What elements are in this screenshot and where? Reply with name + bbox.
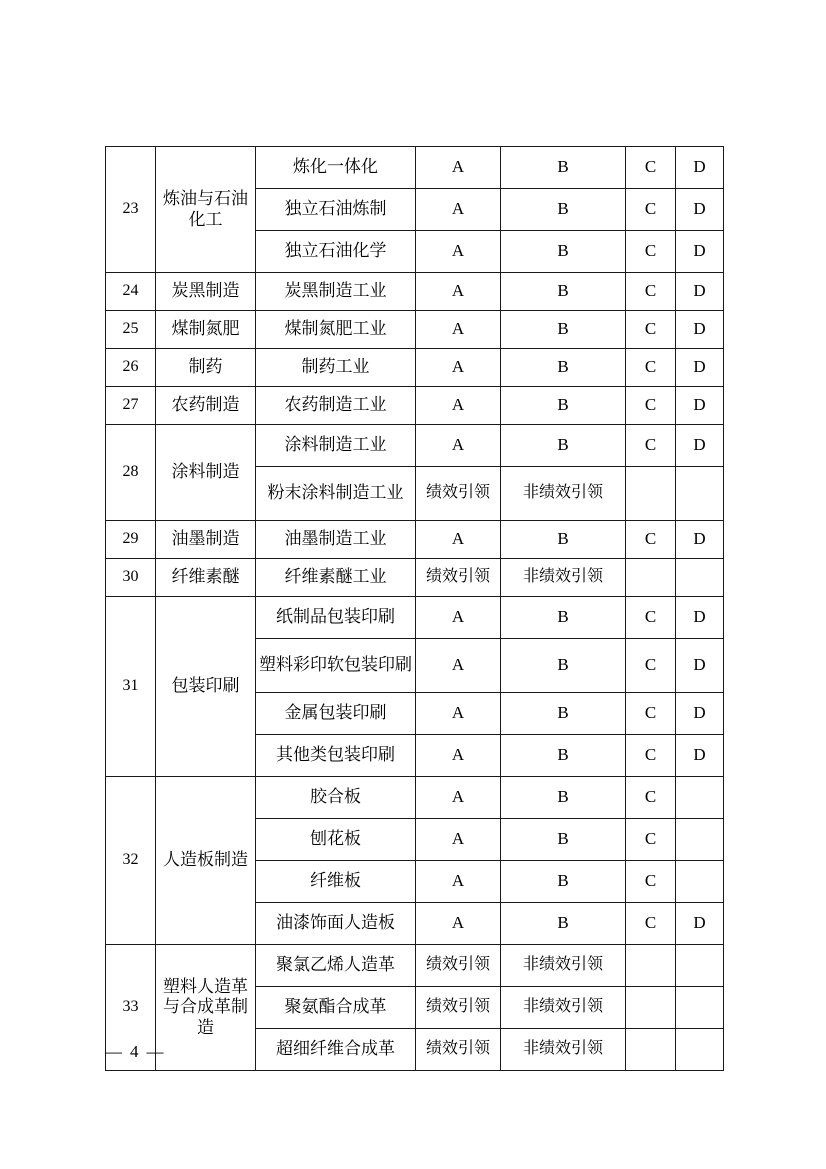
footer-dash-left: — xyxy=(105,1042,124,1061)
industry-category-cell: 涂料制造 xyxy=(156,425,256,521)
grade-cell-a: A xyxy=(416,861,501,903)
industry-category-cell: 炼油与石油化工 xyxy=(156,147,256,273)
grade-cell-b: B xyxy=(501,861,626,903)
grade-cell-b: B xyxy=(501,311,626,349)
grade-cell-a: A xyxy=(416,735,501,777)
sub-industry-cell: 炭黑制造工业 xyxy=(256,273,416,311)
grade-cell-c: C xyxy=(626,231,676,273)
grade-cell-a: A xyxy=(416,147,501,189)
sub-industry-cell: 聚氯乙烯人造革 xyxy=(256,945,416,987)
sub-industry-cell: 独立石油炼制 xyxy=(256,189,416,231)
table-row xyxy=(106,521,724,559)
table-row xyxy=(106,945,724,987)
industry-category-cell: 炭黑制造 xyxy=(156,273,256,311)
grade-cell-d: D xyxy=(676,597,724,639)
sub-industry-cell: 纤维板 xyxy=(256,861,416,903)
sub-industry-cell: 纤维素醚工业 xyxy=(256,559,416,597)
grade-cell-b: 非绩效引领 xyxy=(501,559,626,597)
row-number-cell: 26 xyxy=(106,349,156,387)
grade-cell-a: A xyxy=(416,425,501,467)
grade-cell-c xyxy=(626,987,676,1029)
sub-industry-cell: 炼化一体化 xyxy=(256,147,416,189)
grade-cell-a: A xyxy=(416,903,501,945)
grade-cell-c: C xyxy=(626,903,676,945)
grade-cell-a: 绩效引领 xyxy=(416,559,501,597)
industry-category-cell: 纤维素醚 xyxy=(156,559,256,597)
table-row xyxy=(106,425,724,467)
grade-cell-b: B xyxy=(501,147,626,189)
grade-cell-a: 绩效引领 xyxy=(416,987,501,1029)
grade-cell-d: D xyxy=(676,521,724,559)
grade-cell-d: D xyxy=(676,147,724,189)
grade-cell-b: 非绩效引领 xyxy=(501,1029,626,1071)
industry-category-cell: 农药制造 xyxy=(156,387,256,425)
grade-cell-a: A xyxy=(416,189,501,231)
grade-cell-d: D xyxy=(676,189,724,231)
grade-cell-c: C xyxy=(626,639,676,693)
grade-cell-d xyxy=(676,861,724,903)
grade-cell-a: 绩效引领 xyxy=(416,467,501,521)
row-number-cell: 23 xyxy=(106,147,156,273)
industry-category-cell: 人造板制造 xyxy=(156,777,256,945)
grade-cell-d: D xyxy=(676,693,724,735)
sub-industry-cell: 煤制氮肥工业 xyxy=(256,311,416,349)
table-row xyxy=(106,147,724,189)
grade-cell-c xyxy=(626,945,676,987)
row-number-cell: 27 xyxy=(106,387,156,425)
sub-industry-cell: 独立石油化学 xyxy=(256,231,416,273)
grade-cell-d: D xyxy=(676,273,724,311)
grade-cell-c: C xyxy=(626,147,676,189)
grade-cell-b: B xyxy=(501,903,626,945)
page-number: 4 xyxy=(130,1042,141,1061)
table-body xyxy=(106,147,724,1071)
row-number-cell: 32 xyxy=(106,777,156,945)
grade-cell-a: 绩效引领 xyxy=(416,945,501,987)
row-number-cell: 28 xyxy=(106,425,156,521)
sub-industry-cell: 农药制造工业 xyxy=(256,387,416,425)
grade-cell-c: C xyxy=(626,819,676,861)
grade-cell-c: C xyxy=(626,777,676,819)
industry-category-cell: 油墨制造 xyxy=(156,521,256,559)
grade-cell-d xyxy=(676,777,724,819)
grade-cell-d xyxy=(676,559,724,597)
grade-cell-a: A xyxy=(416,597,501,639)
table-row xyxy=(106,387,724,425)
sub-industry-cell: 涂料制造工业 xyxy=(256,425,416,467)
grade-cell-b: B xyxy=(501,693,626,735)
grade-cell-a: A xyxy=(416,273,501,311)
row-number-cell: 31 xyxy=(106,597,156,777)
table-row xyxy=(106,349,724,387)
grade-cell-d xyxy=(676,819,724,861)
grade-cell-b: B xyxy=(501,819,626,861)
sub-industry-cell: 纸制品包装印刷 xyxy=(256,597,416,639)
sub-industry-cell: 金属包装印刷 xyxy=(256,693,416,735)
industry-category-cell: 包装印刷 xyxy=(156,597,256,777)
grade-cell-b: B xyxy=(501,777,626,819)
grade-cell-d xyxy=(676,467,724,521)
grade-cell-b: B xyxy=(501,425,626,467)
footer-dash-right: — xyxy=(146,1042,166,1061)
table-row xyxy=(106,559,724,597)
table-row xyxy=(106,597,724,639)
grade-cell-c: C xyxy=(626,735,676,777)
sub-industry-cell: 粉末涂料制造工业 xyxy=(256,467,416,521)
grade-cell-d: D xyxy=(676,735,724,777)
grade-cell-b: 非绩效引领 xyxy=(501,945,626,987)
row-number-cell: 25 xyxy=(106,311,156,349)
grade-cell-a: 绩效引领 xyxy=(416,1029,501,1071)
industry-category-cell: 塑料人造革与合成革制造 xyxy=(156,945,256,1071)
grade-cell-c: C xyxy=(626,521,676,559)
grade-cell-d xyxy=(676,945,724,987)
grade-cell-c: C xyxy=(626,311,676,349)
grade-cell-a: A xyxy=(416,387,501,425)
grade-cell-a: A xyxy=(416,693,501,735)
grade-cell-d: D xyxy=(676,387,724,425)
grade-cell-b: 非绩效引领 xyxy=(501,987,626,1029)
industry-category-cell: 煤制氮肥 xyxy=(156,311,256,349)
grade-cell-c: C xyxy=(626,861,676,903)
grade-cell-d: D xyxy=(676,425,724,467)
grade-cell-d: D xyxy=(676,311,724,349)
grade-cell-c: C xyxy=(626,425,676,467)
grade-cell-d: D xyxy=(676,903,724,945)
row-number-cell: 29 xyxy=(106,521,156,559)
grade-cell-b: B xyxy=(501,521,626,559)
grade-cell-b: B xyxy=(501,189,626,231)
grade-cell-a: A xyxy=(416,231,501,273)
grade-cell-d: D xyxy=(676,231,724,273)
grade-cell-b: 非绩效引领 xyxy=(501,467,626,521)
industry-grading-table xyxy=(105,146,724,1071)
page-footer xyxy=(105,1042,723,1062)
grade-cell-c xyxy=(626,467,676,521)
grade-cell-b: B xyxy=(501,231,626,273)
sub-industry-cell: 油漆饰面人造板 xyxy=(256,903,416,945)
industry-category-cell: 制药 xyxy=(156,349,256,387)
grade-cell-a: A xyxy=(416,777,501,819)
sub-industry-cell: 刨花板 xyxy=(256,819,416,861)
row-number-cell: 30 xyxy=(106,559,156,597)
row-number-cell: 33 xyxy=(106,945,156,1071)
grade-cell-c: C xyxy=(626,597,676,639)
sub-industry-cell: 制药工业 xyxy=(256,349,416,387)
grade-cell-a: A xyxy=(416,819,501,861)
sub-industry-cell: 聚氨酯合成革 xyxy=(256,987,416,1029)
table-row xyxy=(106,311,724,349)
row-number-cell: 24 xyxy=(106,273,156,311)
sub-industry-cell: 油墨制造工业 xyxy=(256,521,416,559)
grade-cell-c xyxy=(626,559,676,597)
grade-cell-b: B xyxy=(501,639,626,693)
sub-industry-cell: 其他类包装印刷 xyxy=(256,735,416,777)
grade-cell-c: C xyxy=(626,189,676,231)
grade-cell-d: D xyxy=(676,349,724,387)
grade-cell-c: C xyxy=(626,693,676,735)
grade-cell-c: C xyxy=(626,387,676,425)
grade-cell-b: B xyxy=(501,597,626,639)
grade-cell-b: B xyxy=(501,273,626,311)
sub-industry-cell: 塑料彩印软包装印刷 xyxy=(256,639,416,693)
grade-cell-a: A xyxy=(416,521,501,559)
grade-cell-b: B xyxy=(501,387,626,425)
grade-cell-a: A xyxy=(416,639,501,693)
grade-cell-b: B xyxy=(501,735,626,777)
grade-cell-b: B xyxy=(501,349,626,387)
grade-cell-a: A xyxy=(416,311,501,349)
grade-cell-d xyxy=(676,987,724,1029)
table-row xyxy=(106,273,724,311)
grade-cell-c: C xyxy=(626,273,676,311)
grade-cell-d: D xyxy=(676,639,724,693)
grade-cell-c: C xyxy=(626,349,676,387)
sub-industry-cell: 超细纤维合成革 xyxy=(256,1029,416,1071)
grade-cell-a: A xyxy=(416,349,501,387)
sub-industry-cell: 胶合板 xyxy=(256,777,416,819)
table-row xyxy=(106,777,724,819)
